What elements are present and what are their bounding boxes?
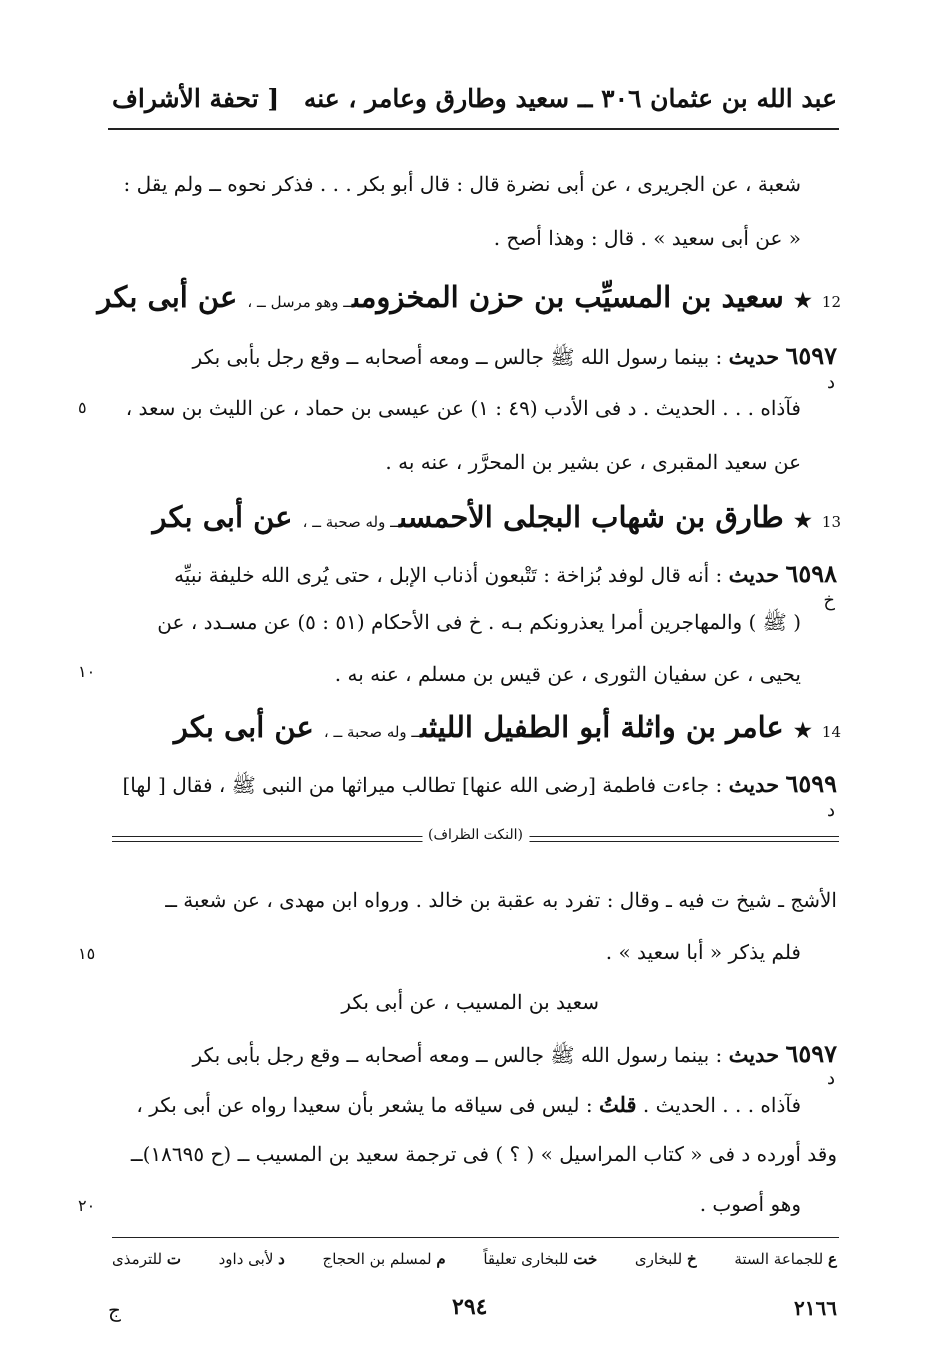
star-icon: ★ [793,508,812,532]
body-line-2: « عن أبى سعيد » . قال : وهذا أصح . [493,226,801,250]
entry-12-note: ــ وهو مرسل ــ ، [247,293,353,311]
entry-12-title: سعيد بن المسيِّب بن حزن المخزومى [352,280,784,314]
abbr-item: د لأبى داود [218,1250,285,1268]
margin-number-5: ٥ [78,398,87,417]
hadith-number: ٦٥٩٨ [785,559,837,588]
entry-14-number: 14 [821,723,841,741]
notes-line-2: فلم يذكر « أبا سعيد » . [605,940,801,964]
source-mark: د [826,800,835,821]
header-rule [108,128,839,130]
entry-14 [108,710,841,745]
abbr-item: ت للترمذى [112,1250,181,1268]
entry-14-title: عامر بن واثلة أبو الطفيل الليثى [420,710,784,744]
hadith-6598-line-1 [108,560,837,589]
hadith-label: حديث [728,772,780,797]
signature-mark: ج [108,1298,121,1322]
star-icon: ★ [793,288,812,312]
notes-heading: سعيد بن المسيب ، عن أبى بكر [341,990,599,1014]
hadith-6597-line-2: فآذاه . . . الحديث . د فى الأدب (٤٩ : ١) عن عيسى بن حماد ، عن الليث بن سعد ، [125,396,801,420]
running-header-book: [ تحفة الأشراف [112,84,280,113]
qultu-label: قلتُ [598,1092,637,1117]
entry-12-end: عن أبى بكر [97,280,238,314]
hadith-label: حديث [728,562,780,587]
entry-13-note: ــ وله صحبة ــ ، [302,513,399,531]
margin-number-10: ١٠ [78,662,96,681]
running-header-title: عبد الله بن عثمان ٣٠٦ ــ سعيد وطارق وعامر ، عنه [303,84,837,113]
hadith-label: حديث [728,344,780,369]
notes-hadith-line-1 [108,1040,837,1069]
margin-number-20: ٢٠ [78,1196,96,1215]
entry-12 [97,280,841,315]
source-mark: د [826,372,835,393]
abbreviations-legend [112,1250,837,1268]
body-line-1: شعبة ، عن الجريرى ، عن أبى نضرة قال : قال أبو بكر . . . فذكر نحوه ــ ولم يقل : [123,172,801,196]
page-number: ٢٩٤ [452,1294,488,1320]
divider-label: (النكت الظراف) [422,827,529,843]
notes-line-1: الأشج ـ شيخ ت فيه ـ وقال : تفرد به عقبة بن خالد . ورواه ابن مهدى ، عن شعبة ــ [165,888,837,912]
hadith-text: : بينما رسول الله ﷺ جالس ــ ومعه أصحابه ــ وقع رجل بأبى بكر [192,1043,723,1067]
hadith-text: : أنه قال لوفد بُزاخة : تَتْبعون أذناب الإبل ، حتى يُرى الله خليفة نبيِّه [174,563,723,587]
notes-hadith-line-2 [108,1092,801,1117]
hadith-text: : بينما رسول الله ﷺ جالس ــ ومعه أصحابه ــ وقع رجل بأبى بكر [192,345,723,369]
entry-14-end: عن أبى بكر [173,710,314,744]
hadith-text: : جاءت فاطمة [رضى الله عنها] تطالب ميراثها من النبى ﷺ ، فقال [ لها] [122,773,723,797]
hadith-label: حديث [728,1042,780,1067]
entry-13-title: طارق بن شهاب البجلى الأحمسى [398,500,784,534]
notes-hadith-line-3: وقد أورده د فى « كتاب المراسيل » ( ؟ ) فى ترجمة سعيد بن المسيب ــ (ح ١٨٦٩٥)ــ [130,1142,837,1166]
abbr-item: ع للجماعة الستة [734,1250,837,1268]
entry-13 [108,500,841,535]
hadith-6598-line-3: يحيى ، عن سفيان الثورى ، عن قيس بن مسلم ، عنه به . [334,662,801,686]
hadith-6597-line-3: عن سعيد المقبرى ، عن بشير بن المحرَّر ، عنه به . [385,450,801,474]
entry-13-end: عن أبى بكر [152,500,293,534]
margin-number-15: ١٥ [78,944,96,963]
notes-divider [112,827,839,850]
source-mark: خ [823,590,835,611]
star-icon: ★ [793,718,812,742]
notes-hadith-line-4: وهو أصوب . [699,1192,801,1216]
abbr-item: خت للبخارى تعليقاً [483,1250,598,1268]
notes-text: : ليس فى سياقه ما يشعر بأن سعيدا رواه عن أبى بكر ، [136,1093,593,1117]
hadith-number: ٦٥٩٩ [785,769,837,798]
entry-14-note: ــ وله صحبة ــ ، [323,723,421,741]
footer-rule [112,1237,839,1238]
source-mark: د [826,1068,835,1089]
hadith-number: ٦٥٩٧ [785,341,837,370]
abbr-item: خ للبخارى [634,1250,697,1268]
footer-reference-number: ٢١٦٦ [794,1296,837,1320]
hadith-6599-line-1 [108,770,837,799]
hadith-number: ٦٥٩٧ [785,1039,837,1068]
abbr-item: م لمسلم بن الحجاج [322,1250,446,1268]
entry-12-number: 12 [821,293,841,311]
hadith-6598-line-2: ( ﷺ ) والمهاجرين أمرا يعذرونكم بـه . خ فى الأحكام (٥١ : ٥) عن مسـدد ، عن [157,610,801,634]
hadith-6597-line-1 [108,342,837,371]
notes-text: فآذاه . . . الحديث . [642,1093,801,1117]
entry-13-number: 13 [821,513,841,531]
